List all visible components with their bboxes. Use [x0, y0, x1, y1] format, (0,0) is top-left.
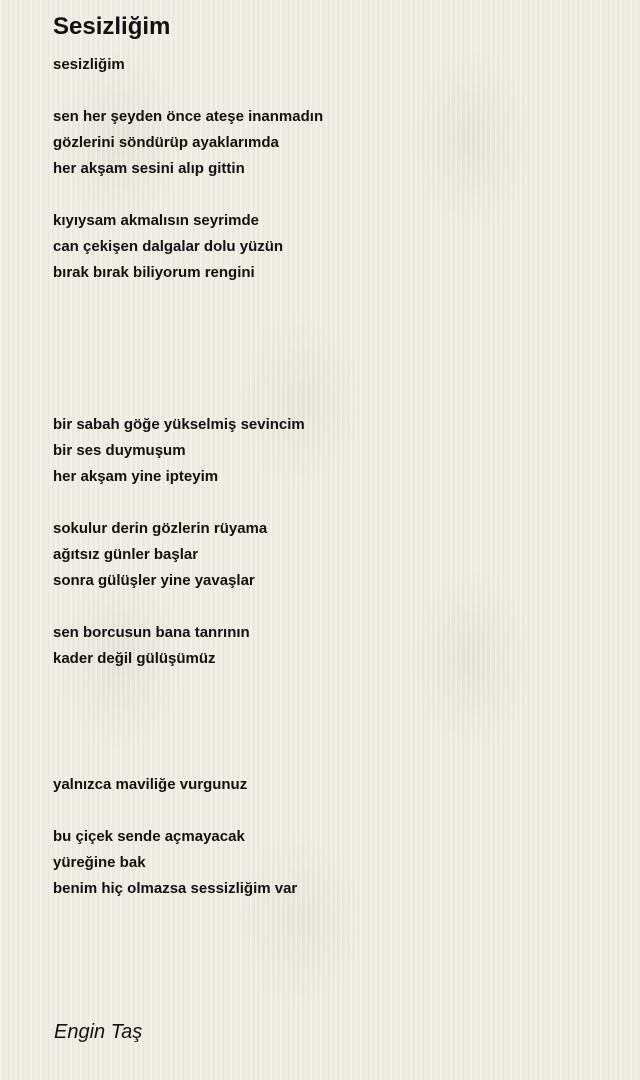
poem-line: sesizliğim — [53, 56, 125, 73]
poem-line: bir ses duymuşum — [53, 442, 186, 459]
poem-line: sonra gülüşler yine yavaşlar — [53, 572, 255, 589]
poem-line: sen borcusun bana tanrının — [53, 624, 250, 641]
poem-line: bırak bırak biliyorum rengini — [53, 264, 255, 281]
poem-author: Engin Taş — [54, 1021, 143, 1043]
poem-line: bir sabah göğe yükselmiş sevincim — [53, 416, 305, 433]
poem-line: her akşam yine ipteyim — [53, 468, 219, 485]
poem-line: kader değil gülüşümüz — [53, 650, 216, 667]
poem-title: Sesizliğim — [53, 13, 171, 40]
poem-line: sokulur derin gözlerin rüyama — [53, 520, 268, 537]
poem-line: ağıtsız günler başlar — [53, 546, 199, 563]
poem-line: bu çiçek sende açmayacak — [53, 828, 245, 845]
poem-line: yüreğine bak — [53, 854, 146, 871]
poem-line: gözlerini söndürüp ayaklarımda — [53, 134, 279, 151]
poem-line: sen her şeyden önce ateşe inanmadın — [53, 108, 324, 125]
poem-line: can çekişen dalgalar dolu yüzün — [53, 238, 284, 255]
poem-line: yalnızca maviliğe vurgunuz — [53, 776, 248, 793]
poem-line: kıyıysam akmalısın seyrimde — [53, 212, 259, 229]
poem-line: her akşam sesini alıp gittin — [53, 160, 245, 177]
poem-line: benim hiç olmazsa sessizliğim var — [53, 880, 298, 897]
